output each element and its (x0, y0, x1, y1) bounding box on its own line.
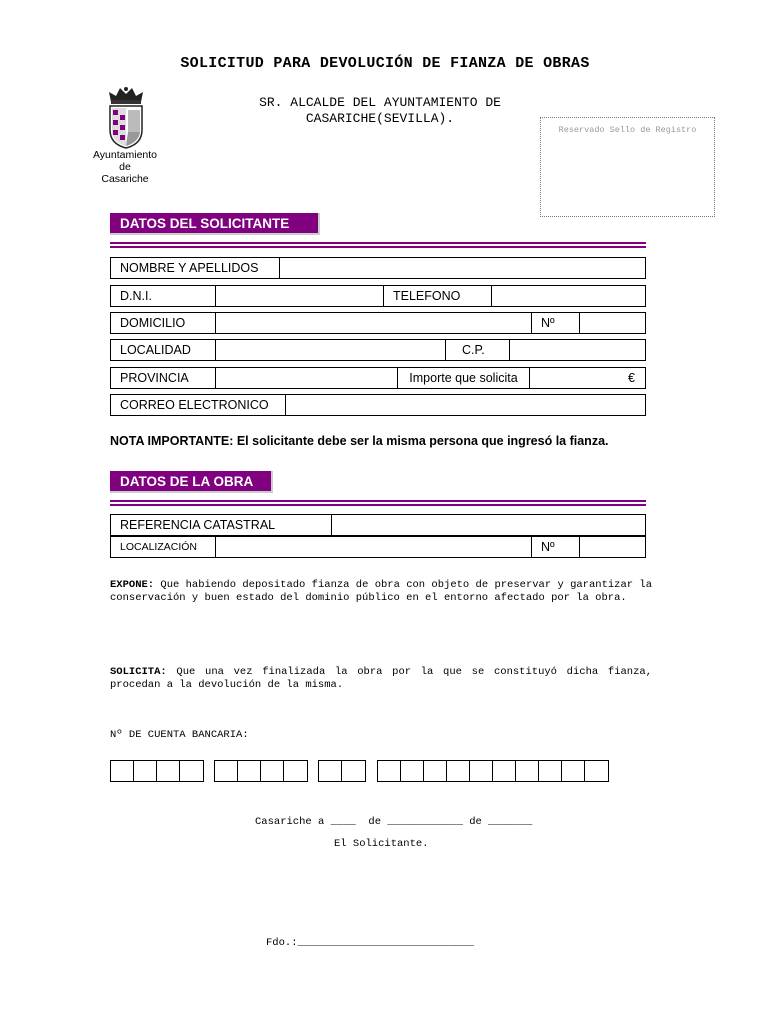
row-cadastral-ref (110, 514, 646, 536)
row-province (110, 367, 646, 389)
expone-text: Que habiendo depositado fianza de obra con objeto de preservar y garantizar la conservación y buen estado del dominio público en el entorno afectado por la obra. (110, 579, 652, 604)
row-email (110, 394, 646, 416)
digit-box[interactable] (284, 761, 307, 781)
cadastral-ref-label: REFERENCIA CATASTRAL (120, 518, 276, 532)
row-location (110, 536, 646, 558)
date-line: Casariche a ____ de ____________ de _______ (255, 816, 533, 828)
solicita-paragraph (110, 666, 652, 692)
digit-box[interactable] (424, 761, 447, 781)
digit-box[interactable] (516, 761, 539, 781)
amount-requested-field[interactable] (529, 368, 645, 388)
coat-of-arms-logo (103, 84, 149, 150)
logo-caption-line: Casariche (101, 173, 149, 185)
signer-label: El Solicitante. (334, 838, 429, 850)
row-locality (110, 339, 646, 361)
digit-box[interactable] (342, 761, 365, 781)
section-header-applicant: DATOS DEL SOLICITANTE (110, 213, 320, 235)
crown-icon (109, 87, 143, 104)
important-note: NOTA IMPORTANTE: El solicitante debe ser la misma persona que ingresó la fianza. (110, 434, 609, 448)
digit-box[interactable] (539, 761, 562, 781)
section-divider (110, 242, 646, 248)
bank-account-label: Nº DE CUENTA BANCARIA: (110, 729, 249, 741)
province-field[interactable] (215, 368, 389, 388)
digit-box[interactable] (562, 761, 585, 781)
bank-account-control[interactable] (318, 760, 366, 782)
solicita-text: Que una vez finalizada la obra por la que se constituyó dicha fianza, procedan a la devolución de la misma. (110, 666, 652, 691)
expone-label: EXPONE: (110, 579, 155, 591)
bank-account-number[interactable] (377, 760, 609, 782)
address-number-field[interactable] (579, 313, 645, 333)
digit-box[interactable] (111, 761, 134, 781)
amount-requested-label: Importe que solicita (397, 368, 529, 388)
digit-box[interactable] (447, 761, 470, 781)
bank-account-entity[interactable] (110, 760, 204, 782)
name-label: NOMBRE Y APELLIDOS (120, 261, 259, 275)
locality-field[interactable] (215, 340, 443, 360)
section-divider (110, 500, 646, 506)
email-label: CORREO ELECTRONICO (120, 398, 269, 412)
address-field[interactable] (215, 313, 529, 333)
cadastral-ref-field[interactable] (331, 515, 645, 535)
address-label: DOMICILIO (120, 316, 186, 330)
digit-box[interactable] (180, 761, 203, 781)
dni-label: D.N.I. (120, 289, 152, 303)
name-field[interactable] (279, 258, 645, 278)
logo-caption-line: de (119, 161, 131, 173)
logo-caption (80, 149, 170, 185)
province-label: PROVINCIA (120, 371, 189, 385)
digit-box[interactable] (493, 761, 516, 781)
digit-box[interactable] (319, 761, 342, 781)
dni-field[interactable] (215, 286, 381, 306)
logo-caption-line: Ayuntamiento (92, 149, 157, 161)
digit-box[interactable] (134, 761, 157, 781)
location-number-field[interactable] (579, 537, 645, 557)
phone-label: TELEFONO (383, 286, 491, 306)
addressee (210, 95, 550, 127)
section-header-work: DATOS DE LA OBRA (110, 471, 273, 493)
currency-symbol: € (628, 371, 635, 385)
email-field[interactable] (285, 395, 645, 415)
digit-box[interactable] (401, 761, 424, 781)
digit-box[interactable] (585, 761, 608, 781)
solicita-label: SOLICITA: (110, 666, 167, 678)
expone-paragraph (110, 579, 652, 605)
location-number-label: Nº (531, 537, 579, 557)
digit-box[interactable] (261, 761, 284, 781)
row-dni-phone (110, 285, 646, 307)
postal-code-field[interactable] (509, 340, 645, 360)
addressee-line-1: SR. ALCALDE DEL AYUNTAMIENTO DE (259, 95, 501, 110)
digit-box[interactable] (238, 761, 261, 781)
addressee-line-2: CASARICHE(SEVILLA). (305, 111, 455, 126)
address-number-label: Nº (531, 313, 579, 333)
signature-line: Fdo.:____________________________ (266, 937, 474, 949)
row-name (110, 257, 646, 279)
bank-account-office[interactable] (214, 760, 308, 782)
location-label: LOCALIZACIÓN (120, 541, 198, 553)
locality-label: LOCALIDAD (120, 343, 191, 357)
registry-stamp-box (540, 117, 715, 217)
phone-field[interactable] (491, 286, 645, 306)
digit-box[interactable] (470, 761, 493, 781)
row-address (110, 312, 646, 334)
digit-box[interactable] (215, 761, 238, 781)
digit-box[interactable] (378, 761, 401, 781)
location-field[interactable] (215, 537, 529, 557)
digit-box[interactable] (157, 761, 180, 781)
registry-stamp-label: Reservado Sello de Registro (558, 125, 697, 135)
form-title: SOLICITUD PARA DEVOLUCIÓN DE FIANZA DE OBRAS (180, 55, 590, 72)
postal-code-label: C.P. (445, 340, 509, 360)
